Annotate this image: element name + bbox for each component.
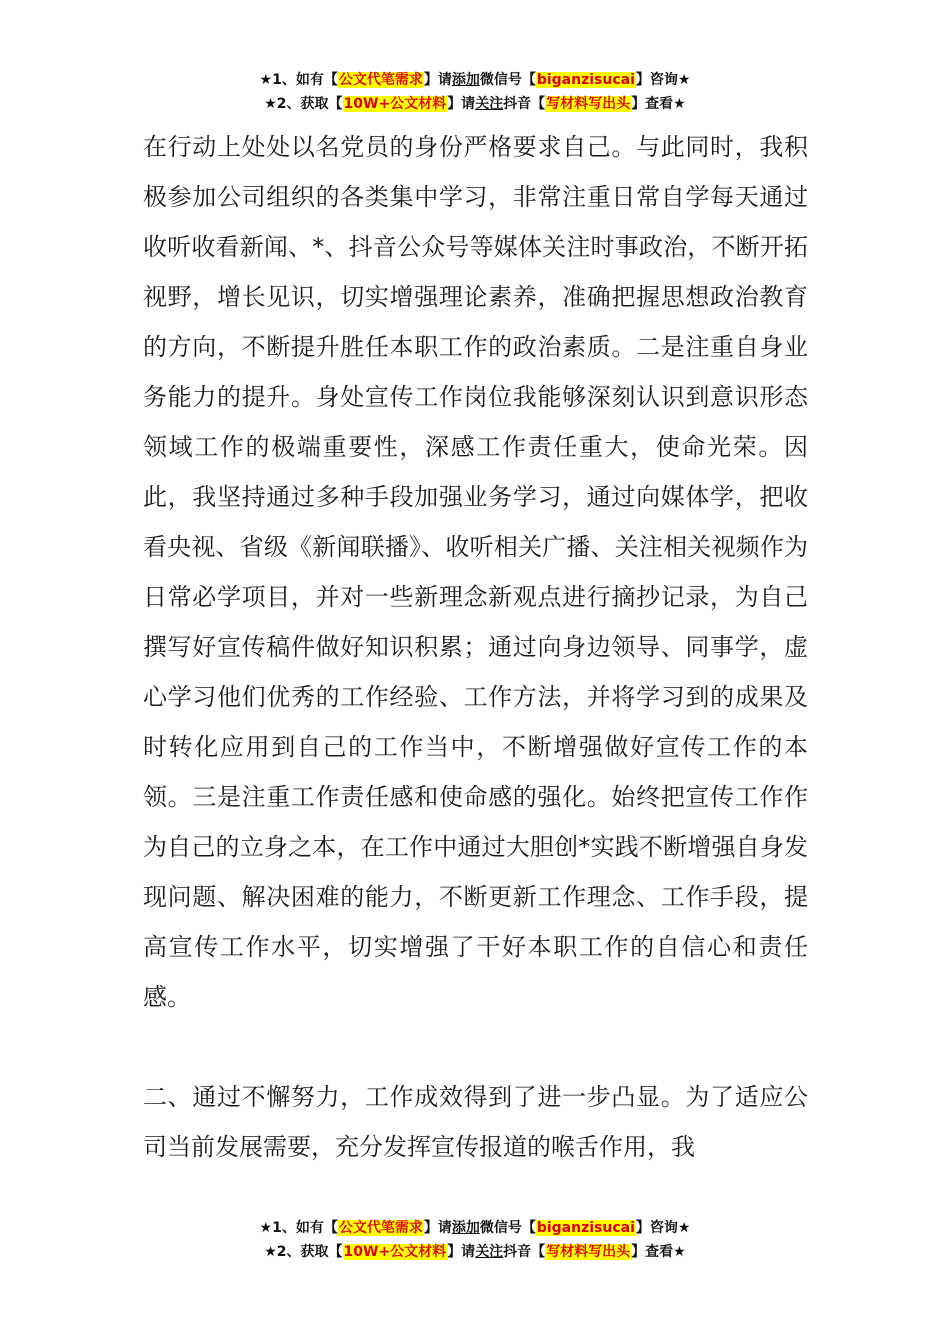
promo-highlight: biganzisucai (536, 72, 635, 88)
promo-text: ★2、获取【 (264, 1244, 343, 1260)
promo-underline: 添加 (451, 72, 480, 88)
promo-text: 微信号【 (479, 1220, 536, 1236)
promo-text: 】咨询★ (635, 72, 691, 88)
promo-text: ★1、如有【 (259, 1220, 338, 1236)
promo-text: ★2、获取【 (264, 96, 343, 112)
promo-text: 】请 (447, 96, 476, 112)
promo-line-1 (0, 68, 950, 92)
promo-highlight: biganzisucai (536, 1220, 635, 1236)
footer-promo-banner (0, 1216, 950, 1264)
promo-highlight: 公文代笔需求 (338, 72, 423, 88)
body-paragraph-1: 在行动上处处以名党员的身份严格要求自己。与此同时，我积极参加公司组织的各类集中学习，非常注重日常自学每天通过收听收看新闻、*、抖音公众号等媒体关注时事政治，不断开拓视野，增长见识，切实增强理论素养，准确把握思想政治教育的方向，不断提升胜任本职工作的政治素质。二是注重自身业务能力的提升。身处宣传工作岗位我能够深刻认识到意识形态领域工作的极端重要性，深感工作责任重大，使命光荣。因此，我坚持通过多种手段加强业务学习，通过向媒体学，把收看央视、省级《新闻联播》、收听相关广播、关注相关视频作为日常必学项目，并对一些新理念新观点进行摘抄记录，为自己撰写好宣传稿件做好知识积累；通过向身边领导、同事学，虚心学习他们优秀的工作经验、工作方法，并将学习到的成果及时转化应用到自己的工作当中，不断增强做好宣传工作的本领。三是注重工作责任感和使命感的强化。始终把宣传工作作为自己的立身之本，在工作中通过大胆创*实践不断增强自身发现问题、解决困难的能力，不断更新工作理念、工作手段，提高宣传工作水平，切实增强了干好本职工作的自信心和责任感。 (143, 133, 808, 1011)
promo-highlight: 写材料写出头 (546, 1244, 631, 1260)
promo-text: 】请 (423, 1220, 452, 1236)
promo-line-2 (0, 92, 950, 116)
promo-line-1 (0, 1216, 950, 1240)
promo-underline: 添加 (451, 1220, 480, 1236)
document-body (143, 122, 808, 1172)
promo-highlight: 10W+公文材料 (343, 1244, 447, 1260)
promo-highlight: 写材料写出头 (546, 96, 631, 112)
header-promo-banner (0, 68, 950, 116)
promo-underline: 关注 (475, 96, 504, 112)
promo-underline: 关注 (475, 1244, 504, 1260)
promo-highlight: 10W+公文材料 (343, 96, 447, 112)
promo-text: ★1、如有【 (259, 72, 338, 88)
promo-text: 】请 (423, 72, 452, 88)
promo-line-2 (0, 1240, 950, 1264)
promo-text: 微信号【 (479, 72, 536, 88)
body-paragraph-2: 二、通过不懈努力，工作成效得到了进一步凸显。为了适应公司当前发展需要，充分发挥宣传报道的喉舌作用，我 (143, 1083, 808, 1161)
promo-text: 抖音【 (503, 96, 546, 112)
promo-text: 】咨询★ (635, 1220, 691, 1236)
promo-text: 】请 (447, 1244, 476, 1260)
promo-highlight: 公文代笔需求 (338, 1220, 423, 1236)
promo-text: 】查看★ (631, 1244, 686, 1260)
promo-text: 抖音【 (503, 1244, 546, 1260)
promo-text: 】查看★ (631, 96, 686, 112)
